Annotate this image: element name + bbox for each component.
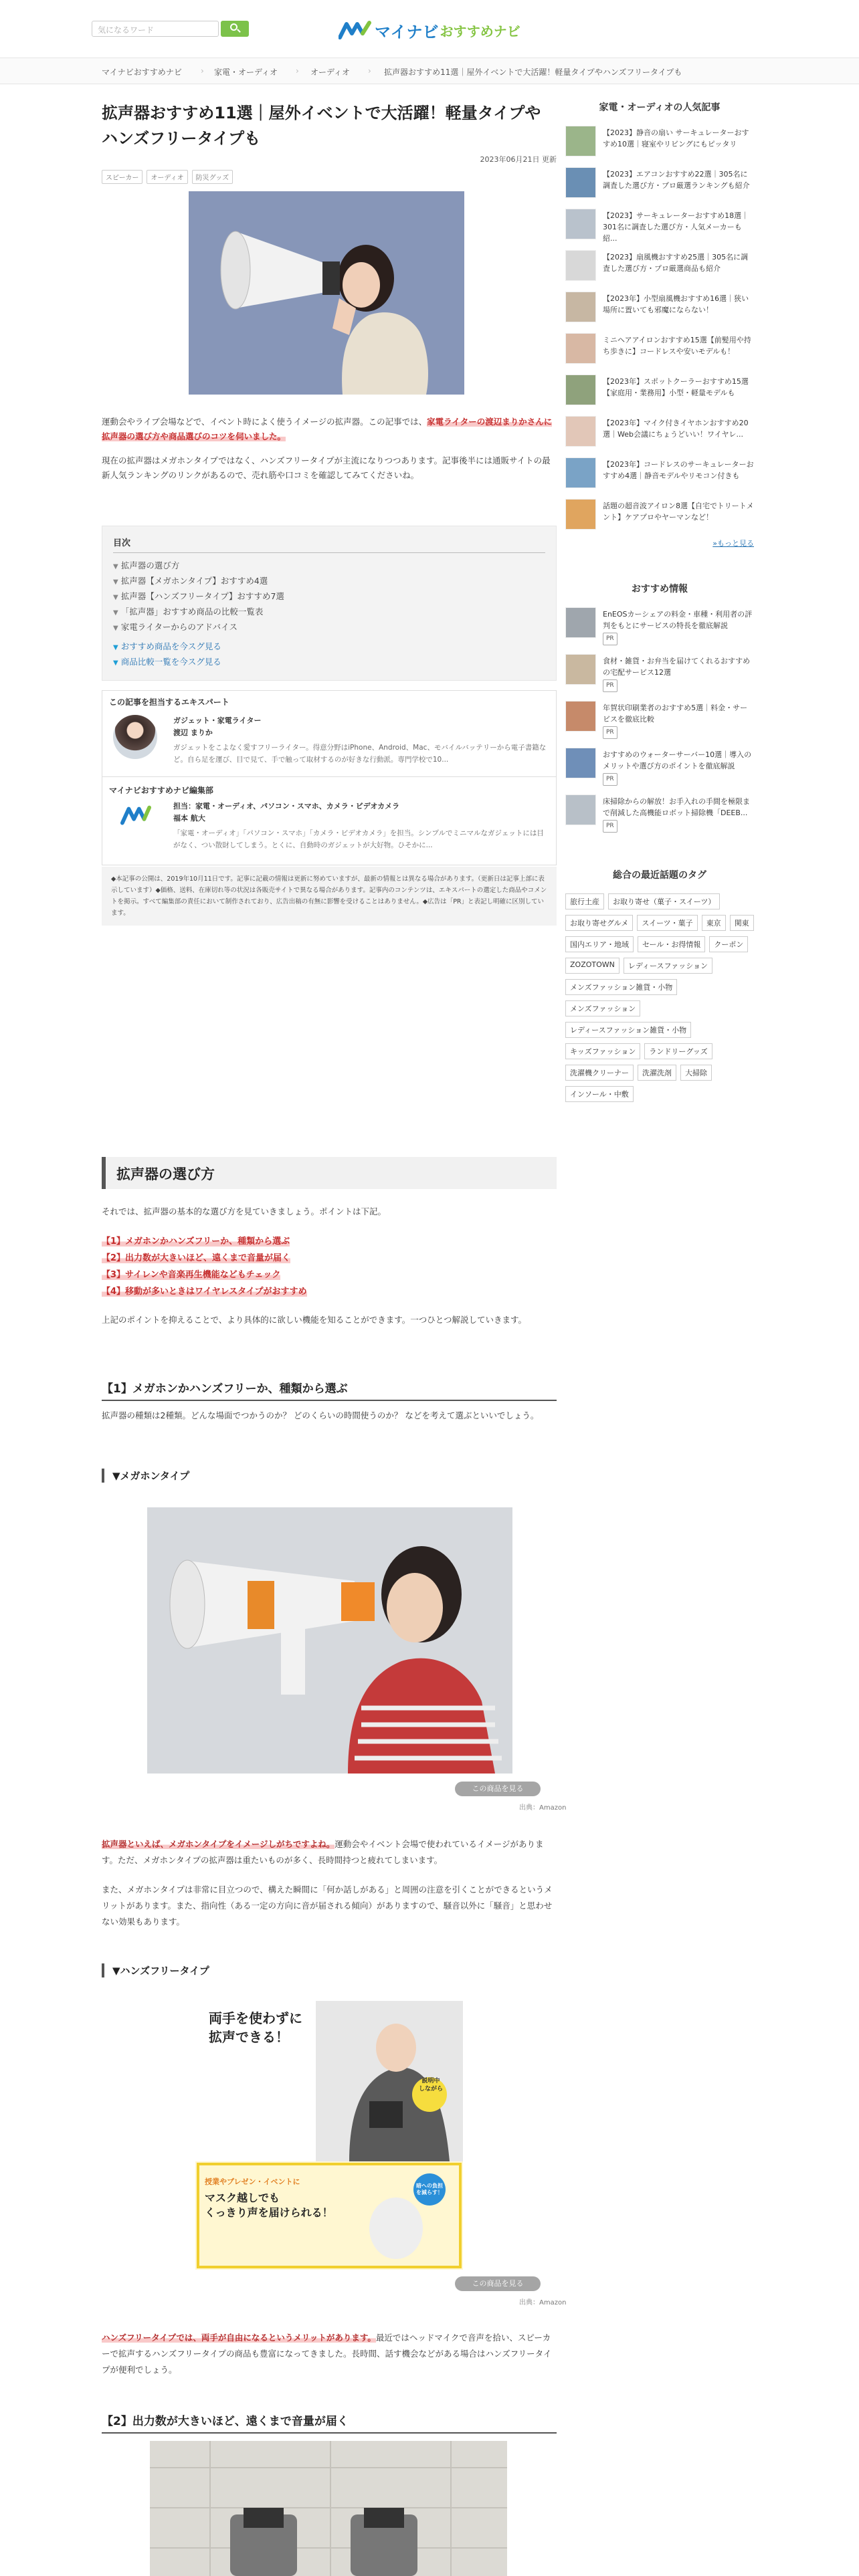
topic-tag[interactable]: 洗濯機クリーナー (565, 1065, 634, 1081)
article-thumbnail (565, 209, 596, 239)
ranking-item[interactable] (565, 167, 754, 209)
recommend-title: おすすめ情報 (631, 584, 688, 595)
recommend-list (565, 607, 754, 841)
toc-link-compare[interactable]: ▼ 商品比較一覧を今スグ見る (113, 657, 221, 667)
ranking-title-text: 【2023年】スポットクーラーおすすめ15選【家庭用・業務用】小型・軽量モデルも (603, 377, 749, 397)
ranking-item[interactable] (565, 250, 754, 292)
point-item: 【4】移動が多いときはワイヤレスタイプがおすすめ (102, 1287, 307, 1297)
recommend-item[interactable] (565, 701, 754, 748)
tag-cloud (565, 893, 754, 1102)
recommend-text: EnEOSカーシェアの料金・車種・利用者の評判をもとにサービスの特長を徹底解説 (603, 610, 753, 630)
sub-heading: 【1】メガホンかハンズフリーか、種類から選ぶ (102, 1379, 557, 1401)
recommend-thumbnail (565, 654, 596, 685)
sub-intro: 拡声器の種類は2種類。どんな場面でつかうのか？ どのくらいの時間使うのか？ などを考えて選ぶといいでしょう。 (102, 1410, 539, 1420)
ad-badge: 暗への負担 を減らす！ (416, 2183, 443, 2195)
breadcrumb-item-category[interactable]: 家電・オーディオ (214, 68, 278, 77)
search-input[interactable]: 気になるワード (92, 21, 219, 37)
editor-header: マイナビおすすめナビ編集部 (109, 786, 213, 795)
article-thumbnail (565, 126, 596, 156)
ranking-title-text: 【2023年】コードレスのサーキュレーターおすすめ4選｜静音モデルやリモコン付きも (603, 460, 754, 480)
toc-item[interactable]: ▼ 「拡声器」おすすめ商品の比較一覧表 (113, 607, 264, 617)
lead-text: 運動会やライブ会場などで、イベント時によく使うイメージの拡声器。この記事では、 (102, 417, 427, 427)
site-logo[interactable] (339, 19, 520, 41)
ranking-title-text: ミニヘアアイロンおすすめ15選【前髪用や持ち歩きに】コードレスや安いモデルも！ (603, 336, 751, 356)
recommend-thumbnail (565, 701, 596, 732)
topic-tag[interactable]: 大掃除 (680, 1065, 712, 1081)
topic-tag[interactable]: ランドリーグッズ (644, 1043, 712, 1059)
type-heading: ▼ハンズフリータイプ (102, 1963, 557, 1977)
view-product-button[interactable]: この商品を見る (455, 2276, 541, 2291)
article-thumbnail (565, 374, 596, 405)
toc-link-products[interactable]: ▼ おすすめ商品を今スグ見る (113, 641, 221, 651)
image-source: 出典：Amazon (519, 1804, 567, 1812)
logo-mark-icon (339, 20, 372, 40)
type-heading: ▼メガホンタイプ (102, 1469, 557, 1483)
logo-brand: マイナビ (375, 22, 439, 41)
ranking-title-text: 【2023年】小型扇風機おすすめ16選｜狭い場所に置いても邪魔にならない！ (603, 294, 749, 314)
ranking-item[interactable] (565, 374, 754, 416)
recommend-item[interactable] (565, 748, 754, 794)
recommend-text: 年賀状印刷業者のおすすめ5選｜料金・サービスを徹底比較 (603, 704, 748, 724)
topic-tag[interactable]: インソール・中敷 (565, 1086, 634, 1102)
topic-tag[interactable]: 東京 (702, 915, 726, 931)
editor-name: 福本 航大 (173, 814, 205, 823)
topic-tag[interactable]: キッズファッション (565, 1043, 640, 1059)
ranking-title: 家電・オーディオの人気記事 (599, 102, 721, 113)
pr-badge: PR (603, 633, 617, 645)
article-tags (102, 170, 233, 184)
mega-text-2: また、メガホンタイプは非常に目立つので、構えた瞬間に「何か話しがある」と周囲の注意を引くことができるというメリットがあります。また、指向性（ある一定の方向に音が届される傾向）がありますので、騒音以外に「騒音」と思わせない効果もあります。 (102, 1885, 553, 1927)
table-of-contents (102, 526, 557, 681)
ranking-list (565, 126, 754, 540)
more-link[interactable]: »もっと見る (712, 539, 754, 548)
expert-box (102, 690, 557, 865)
ad-bottom-sub: 授業やプレゼン・イベントに (205, 2177, 300, 2186)
toc-item[interactable]: ▼ 家電ライターからのアドバイス (113, 622, 237, 632)
point-item: 【1】メガホンかハンズフリーか、種類から選ぶ (102, 1237, 290, 1247)
expert-role: ガジェット・家電ライター (173, 716, 262, 725)
topic-tag[interactable]: クーポン (709, 936, 748, 952)
article-title: 拡声器おすすめ11選｜屋外イベントで大活躍！軽量タイプやハンズフリータイプも (102, 104, 541, 148)
points-list (102, 1233, 557, 1300)
topic-tag[interactable]: メンズファッション (565, 1000, 640, 1016)
recommend-item[interactable] (565, 607, 754, 654)
ranking-item[interactable] (565, 416, 754, 457)
megaphone-heading (102, 1469, 557, 1483)
handsfree-text (102, 2330, 557, 2378)
megaphone-image (147, 1507, 512, 1774)
article-thumbnail (565, 167, 596, 198)
site-header (0, 0, 859, 58)
expert-header: この記事を担当するエキスパート (109, 697, 229, 707)
recommend-text: 食材・雑貨・お弁当を届けてくれるおすすめの宅配サービス12選 (603, 657, 751, 677)
topic-tag[interactable]: レディースファッション雑貨・小物 (565, 1022, 691, 1038)
ranking-item[interactable] (565, 457, 754, 499)
ranking-item[interactable] (565, 126, 754, 167)
ranking-item[interactable] (565, 209, 754, 250)
point-item: 【2】出力数が大きいほど、遠くまで音量が届く (102, 1253, 291, 1263)
topic-tag[interactable]: スイーツ・菓子 (637, 915, 697, 931)
breadcrumb-item-home[interactable]: マイナビおすすめナビ (102, 68, 182, 77)
lead-highlight: 家電ライターの渡辺まりかさんに拡声器の選び方や商品選びのコツを伺いました。 (102, 417, 553, 441)
pr-badge: PR (603, 820, 617, 833)
logo-suffix: おすすめナビ (440, 23, 520, 39)
hf-text: 最近ではヘッドマイクで音声を拾い、スピーカーで拡声するハンズフリータイプの商品も豊富になってきました。長時間、話す機会などがある場合はハンズフリータイプが便利でしょう。 (102, 2333, 552, 2375)
toc-title: 目次 (113, 536, 545, 553)
search-button[interactable] (221, 21, 249, 37)
topic-tag[interactable]: お取り寄せグルメ (565, 915, 633, 931)
article-tag[interactable]: オーディオ (147, 170, 187, 184)
editor-desc: 「家電・オーディオ」「パソコン・スマホ」「カメラ・ビデオカメラ」を担当。シンプルでミニマルなガジェットには目がなく、つい散財してしまう。とくに、自動時のガジェットが大好物。ひそかに... (173, 829, 544, 849)
mega-text: 運動会やイベント会場で使われているイメージがあります。ただ、メガホンタイプの拡声器は重たいものが多く、長時間持つと疲れてしまいます。 (102, 1839, 544, 1865)
article-thumbnail (565, 333, 596, 364)
ranking-item[interactable] (565, 292, 754, 333)
sub-heading: 【2】出力数が大きいほど、遠くまで音量が届く (102, 2411, 557, 2434)
expert-profile[interactable] (102, 715, 556, 788)
sub-section-1 (102, 1379, 557, 1424)
article-lead (102, 415, 557, 492)
ranking-item[interactable] (565, 333, 754, 374)
output-image (150, 2441, 507, 2576)
section-outro: 上記のポイントを抑えることで、より具体的に欲しい機能を知ることができます。一つひとつ解説していきます。 (102, 1315, 527, 1325)
section-choose (102, 1157, 557, 1328)
article-tag[interactable]: スピーカー (102, 170, 142, 184)
handsfree-heading (102, 1963, 557, 1977)
sidebar (565, 100, 754, 1102)
disclaimer-note: ◆本記事の公開は、2019年10月11日です。記事に記載の情報は更新に努めていますが、最新の情報とは異なる場合があります。（更新日は記事上部に表示しています）◆価格、送料、在庫切れ等の状況は各販売サイトで異なる場合があります。記事内のコンテンツは、エキスパートの選定した商品やコメントを掲示。すべて編集部の責任において制作されており、広告出稿の有無に影響を受けることはありません。◆広告は「PR」と表記し明確に区別しています。 (102, 867, 557, 926)
breadcrumb-item-current: 拡声器おすすめ11選｜屋外イベントで大活躍！軽量タイプやハンズフリータイプも (384, 68, 682, 77)
mega-highlight: 拡声器といえば、メガホンタイプをイメージしがちですよね。 (102, 1839, 335, 1849)
toc-item[interactable]: ▼ 拡声器の選び方 (113, 560, 180, 570)
recommend-thumbnail (565, 794, 596, 825)
ad-bottom-main: マスク越しでも くっきり声を届けられる！ (205, 2191, 333, 2219)
article-tag[interactable]: 防災グッズ (192, 170, 233, 184)
topic-tag[interactable]: 関東 (730, 915, 754, 931)
recommend-text: おすすめのウォーターサーバー10選｜導入のメリットや選び方のポイントを徹底解説 (603, 750, 752, 770)
recommend-item[interactable] (565, 654, 754, 701)
topic-tag[interactable]: 洗濯洗剤 (638, 1065, 676, 1081)
editor-logo-icon (120, 803, 152, 830)
editor-role: 担当：家電・オーディオ、パソコン・スマホ、カメラ・ビデオカメラ (173, 802, 400, 811)
section-heading: 拡声器の選び方 (102, 1157, 557, 1189)
avatar (113, 715, 157, 759)
pr-badge: PR (603, 726, 617, 739)
hf-highlight: ハンズフリータイプでは、両手が自由になるというメリットがあります。 (102, 2333, 376, 2343)
topic-tag[interactable]: 国内エリア・地域 (565, 936, 634, 952)
toc-item[interactable]: ▼ 拡声器【ハンズフリータイプ】おすすめ7選 (113, 591, 284, 601)
article-thumbnail (565, 416, 596, 447)
article-thumbnail (565, 292, 596, 322)
tags-title: 総合の最近話題のタグ (613, 870, 706, 881)
recommend-thumbnail (565, 607, 596, 638)
pr-badge: PR (603, 773, 617, 786)
article-thumbnail (565, 457, 596, 488)
ranking-title-text: 【2023】エアコンおすすめ22選｜305名に調査した選び方・プロ厳選ランキングも紹介 (603, 170, 750, 190)
article-thumbnail (565, 250, 596, 281)
ranking-title-text: 話題の超音波アイロン8選【自宅でトリートメント】ケアプロやヤーマンなど！ (603, 502, 754, 522)
breadcrumb-item-subcategory[interactable]: オーディオ (310, 68, 351, 77)
topic-tag[interactable]: セール・お得情報 (638, 936, 705, 952)
editor-profile[interactable] (102, 800, 556, 874)
recommend-item[interactable] (565, 794, 754, 841)
lead-text-2: 現在の拡声器はメガホンタイプではなく、ハンズフリータイプが主流になりつつあります。記事後半には通販サイトの最新人気ランキングのリンクがあるので、売れ筋や口コミを確認してみてくださいね。 (102, 455, 551, 480)
megaphone-text (102, 1836, 557, 1930)
topic-tag[interactable]: メンズファッション雑貨・小物 (565, 979, 677, 995)
topic-tag[interactable]: 旅行土産 (565, 893, 604, 909)
ranking-title-text: 【2023】扇風機おすすめ25選｜305名に調査した選び方・プロ厳選商品も紹介 (603, 253, 749, 273)
ad-bubble-text: 説明中 しながら (418, 2078, 443, 2092)
topic-tag[interactable]: ZOZOTOWN (565, 958, 619, 974)
view-product-button[interactable]: この商品を見る (455, 1782, 541, 1796)
image-source: 出典：Amazon (519, 2299, 567, 2306)
article-thumbnail (565, 499, 596, 530)
ranking-item[interactable] (565, 499, 754, 540)
topic-tag[interactable]: レディースファッション (624, 958, 712, 974)
point-item: 【3】サイレンや音楽再生機能などもチェック (102, 1270, 281, 1280)
hero-image (189, 191, 464, 395)
recommend-text: 床掃除からの解放！お手入れの手間を極限まで削減した高機能ロボット掃除機「DEEB... (603, 797, 750, 817)
toc-item[interactable]: ▼ 拡声器【メガホンタイプ】おすすめ4選 (113, 576, 268, 586)
sub-section-2 (102, 2411, 557, 2434)
topic-tag[interactable]: お取り寄せ（菓子・スイーツ） (608, 893, 720, 909)
ranking-title-text: 【2023】静音の扇い サーキュレーターおすすめ10選｜寝室やリビングにもピッタリ (603, 128, 749, 148)
expert-desc: ガジェットをこよなく愛すフリーライター。得意分野はiPhone、Android、Mac、モバイルバッテリーから電子書籍など。自ら足を運び、目で見て、手で触って取材するのが好きな行動派。専門学校で10... (173, 744, 547, 764)
pr-badge: PR (603, 679, 617, 692)
ranking-title-text: 【2023年】マイク付きイヤホンおすすめ20選｜Web会議にちょうどいい！ワイヤレ... (603, 419, 749, 439)
ranking-title-text: 【2023】サーキュレーターおすすめ18選｜301名に調査した選び方・人気メーカーも紹... (603, 211, 749, 243)
recommend-thumbnail (565, 748, 596, 778)
section-intro: それでは、拡声器の基本的な選び方を見ていきましょう。ポイントは下記。 (102, 1206, 387, 1216)
ad-top-text: 両手を使わずに 拡声できる！ (209, 2010, 302, 2045)
article-date: 2023年06月21日 更新 (480, 155, 557, 164)
handsfree-ad-image (195, 2001, 463, 2270)
article-main (102, 100, 557, 917)
breadcrumb: マイナビおすすめナビ › 家電・オーディオ › オーディオ › 拡声器おすすめ11選｜屋外イベントで大活躍！軽量タイプやハンズフリータイプも (0, 58, 859, 84)
expert-name: 渡辺 まりか (173, 728, 213, 737)
